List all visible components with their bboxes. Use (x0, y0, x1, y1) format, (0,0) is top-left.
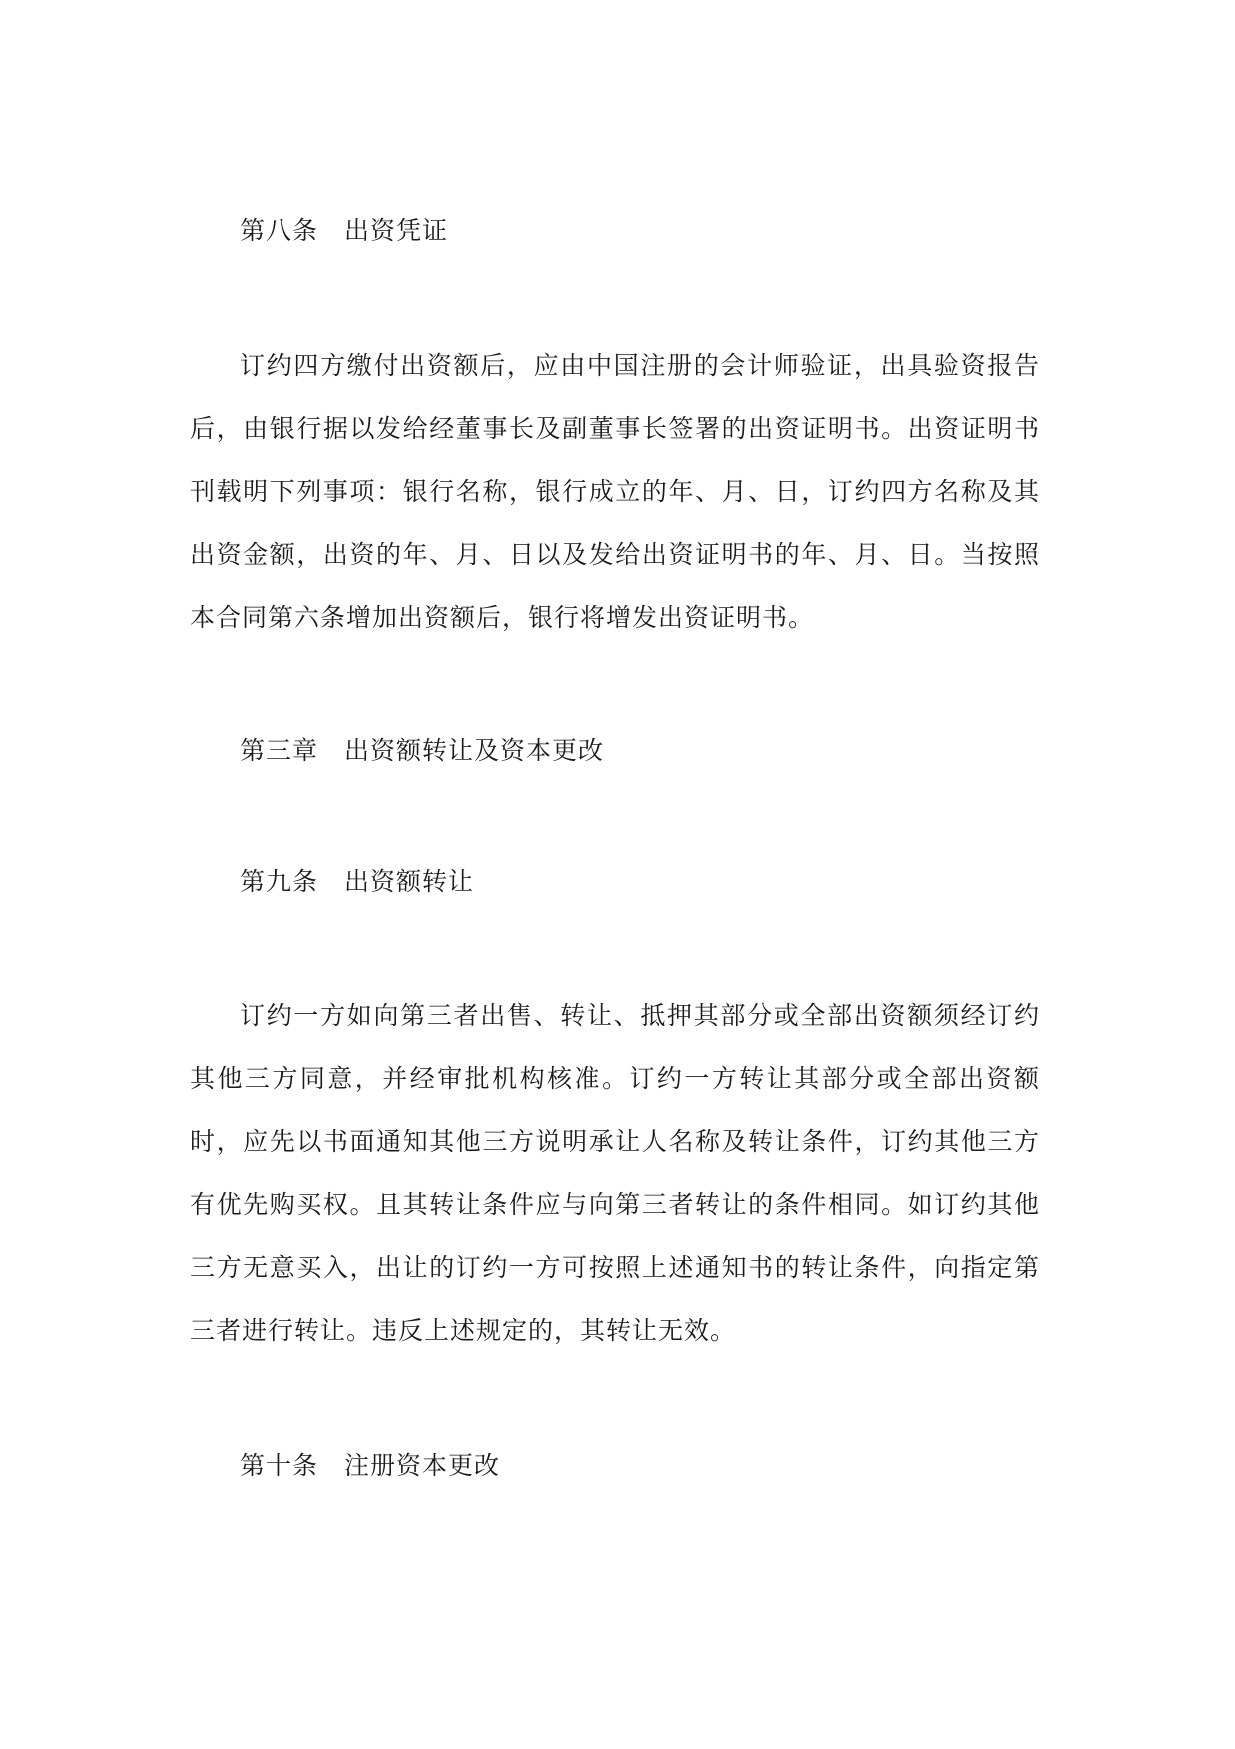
article-10-heading: 第十条 注册资本更改 (240, 1451, 501, 1480)
article-8-paragraph: 订约四方缴付出资额后，应由中国注册的会计师验证，出具验资报告后，由银行据以发给经董事长及副董事长签署的出资证明书。出资证明书刊载明下列事项：银行名称，银行成立的年、月、日，订约四方名称及其出资金额，出资的年、月、日以及发给出资证明书的年、月、日。当按照本合同第六条增加出资额后，银行将增发出资证明书。 (190, 351, 1040, 632)
chapter-3-heading: 第三章 出资额转让及资本更改 (240, 736, 605, 765)
article-9-paragraph: 订约一方如向第三者出售、转让、抵押其部分或全部出资额须经订约其他三方同意，并经审批机构核准。订约一方转让其部分或全部出资额时，应先以书面通知其他三方说明承让人名称及转让条件，订约其他三方有优先购买权。且其转让条件应与向第三者转让的条件相同。如订约其他三方无意买入，出让的订约一方可按照上述通知书的转让条件，向指定第三者进行转让。违反上述规定的，其转让无效。 (190, 1001, 1040, 1345)
article-8-heading: 第八条 出资凭证 (240, 216, 449, 245)
article-9-heading: 第九条 出资额转让 (240, 867, 475, 896)
